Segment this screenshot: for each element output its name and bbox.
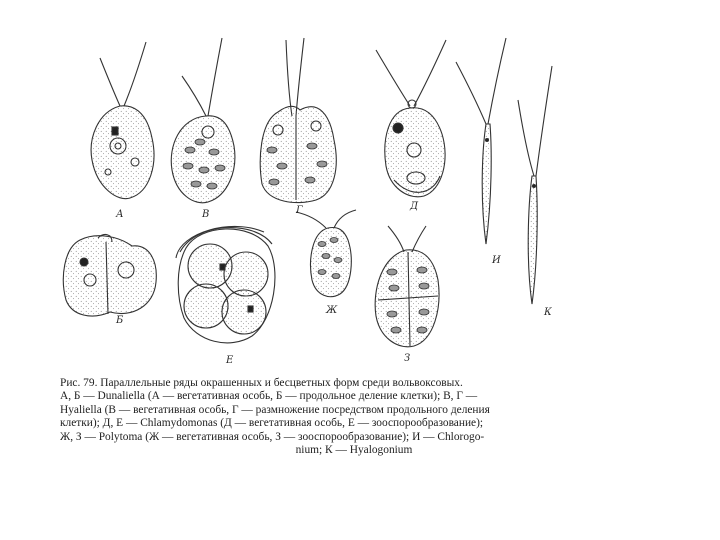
label-z: З (404, 353, 411, 364)
caption-line: nium; К — Hyalogonium (295, 444, 413, 457)
cell-b-dunaliella-division (63, 235, 156, 316)
label-a: А (116, 209, 124, 220)
cell-i-chlorogonium (456, 38, 506, 244)
cell-d-chlamydomonas-vegetative (376, 40, 446, 197)
cell-v-hyaliella-vegetative (171, 38, 235, 203)
cell-z-polytoma-zoosporangium (375, 226, 439, 347)
label-v: В (202, 209, 210, 220)
label-zh: Ж (326, 305, 338, 316)
cell-a-dunaliella-vegetative (91, 42, 154, 199)
label-k: К (544, 307, 552, 318)
figure-caption (60, 377, 608, 457)
label-i: И (492, 255, 501, 266)
cell-zh-polytoma-vegetative (296, 210, 356, 297)
cell-e-chlamydomonas-zoosporangium (176, 226, 275, 342)
caption-line: Ж, З — Polytoma (Ж — вегетативная особь, З — зооспорообразование); И — Chlorogo- (60, 430, 485, 443)
label-g: Г (296, 205, 303, 216)
caption-line: клетки); Д, Е — Chlamydomonas (Д — вегетативная особь, Е — зооспорообразование); (60, 417, 484, 430)
label-d: Д (410, 201, 419, 212)
caption-line: А, Б — Dunaliella (А — вегетативная особь, Б — продольное деление клетки); В, Г — (60, 390, 478, 403)
label-e: Е (226, 355, 234, 366)
label-b: Б (116, 315, 124, 326)
caption-line: Рис. 79. Параллельные ряды окрашенных и бесцветных форм среди вольвоксовых. (60, 377, 463, 389)
caption-line: Hyaliella (В — вегетативная особь, Г — размножение посредством продольного деления (60, 403, 490, 416)
cell-k-hyalogonium (518, 66, 552, 304)
cell-g-hyaliella-division (260, 38, 336, 203)
